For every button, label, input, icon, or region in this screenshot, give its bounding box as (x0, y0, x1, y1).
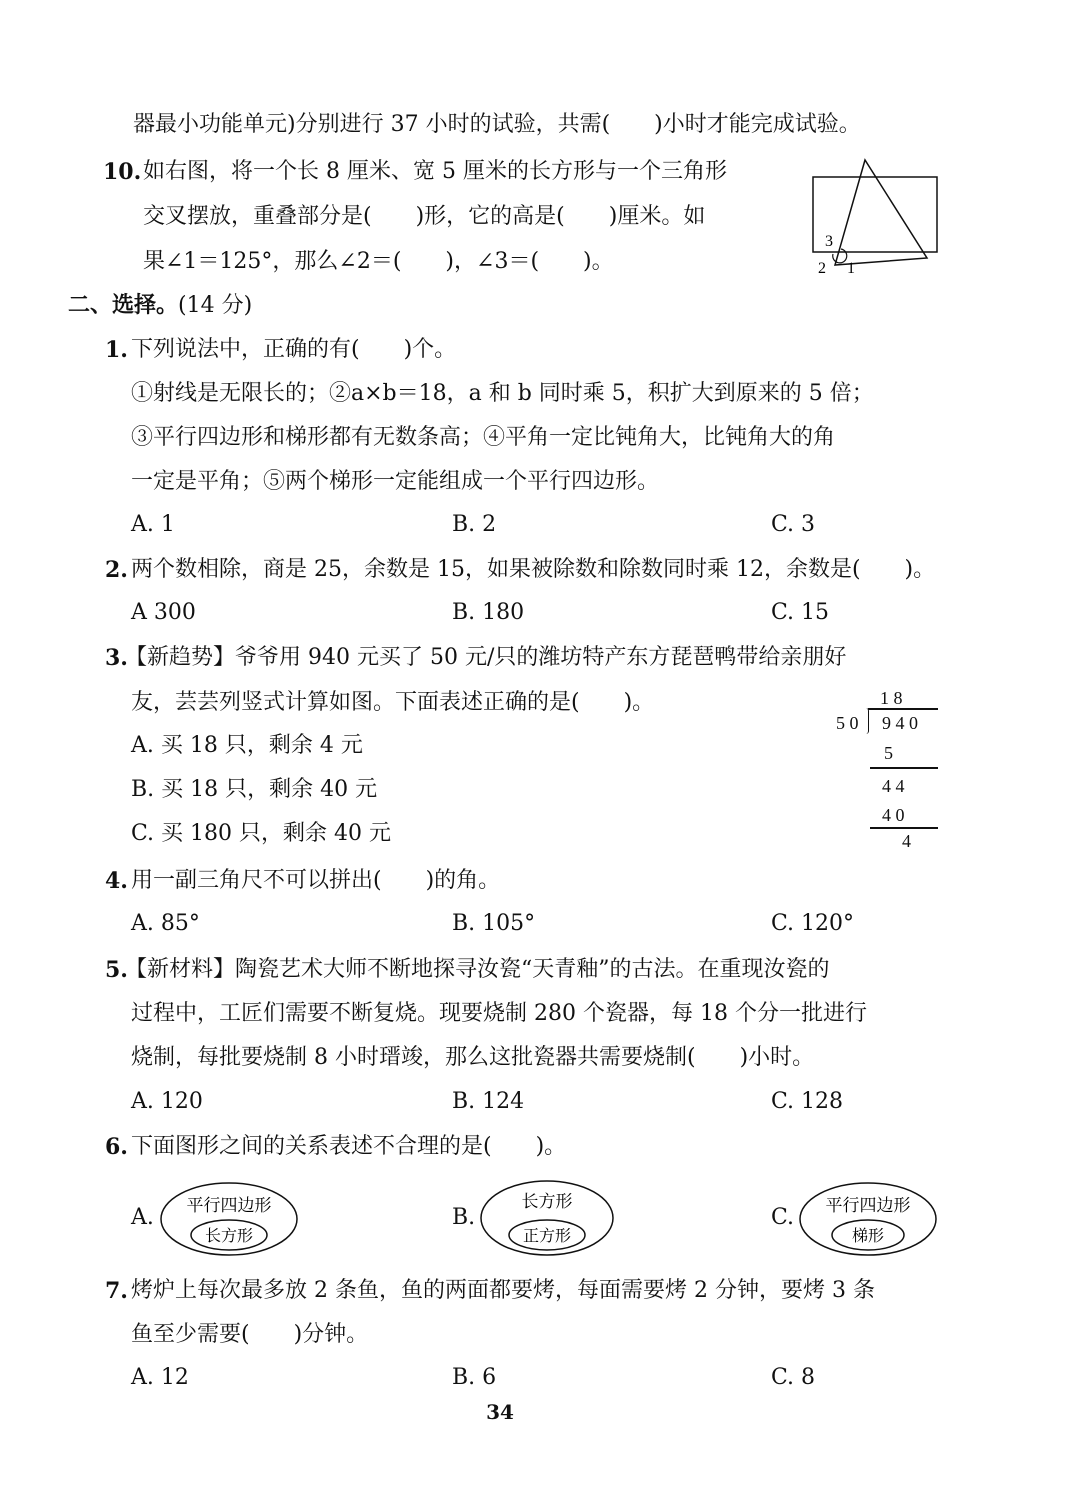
division-step-1: 5 (884, 743, 893, 763)
q5-option-b[interactable]: B. 124 (452, 1089, 525, 1114)
q7-option-a[interactable]: A. 12 (131, 1365, 189, 1390)
q4-option-c[interactable]: C. 120° (771, 911, 855, 936)
q6-number: 6. (105, 1134, 128, 1160)
q3-line-1: 爷爷用 940 元买了 50 元/只的潍坊特产东方琵琶鸭带给亲朋好 (235, 645, 847, 670)
inner-label: 梯形 (851, 1226, 885, 1245)
q4-stem: 用一副三角尺不可以拼出( )的角。 (131, 868, 501, 893)
q6-option-c-diagram[interactable] (797, 1180, 939, 1258)
q10-number: 10. (103, 159, 142, 185)
q3-option-a[interactable]: A. 买 18 只，剩余 4 元 (131, 733, 363, 758)
q7-number: 7. (105, 1278, 128, 1304)
q5-tag: 【新材料】 (125, 957, 236, 982)
outer-label: 平行四边形 (186, 1196, 272, 1216)
section-title (68, 290, 252, 321)
q1-line-2: ③平行四边形和梯形都有无数条高；④平角一定比钝角大，比钝角大的角 (131, 425, 836, 450)
figure-triangle (835, 160, 927, 265)
q6-option-a-letter[interactable]: A. (131, 1205, 154, 1230)
inner-label: 正方形 (522, 1226, 572, 1245)
outer-label: 平行四边形 (825, 1196, 911, 1216)
q1-option-c[interactable]: C. 3 (771, 512, 816, 537)
q6-option-a-diagram[interactable] (158, 1180, 300, 1258)
division-bracket (866, 708, 869, 734)
q10-line-3: 果∠1＝125°，那么∠2＝( )，∠3＝( )。 (143, 249, 614, 274)
q2-stem: 两个数相除，商是 25，余数是 15，如果被除数和除数同时乘 12，余数是( )。 (131, 557, 936, 582)
q3-number: 3. (105, 645, 128, 671)
q1-number: 1. (105, 337, 128, 363)
division-remainder: 4 (902, 831, 911, 851)
division-quotient: 1 8 (880, 688, 903, 708)
division-line-1 (870, 767, 938, 769)
q3-line-2: 友，芸芸列竖式计算如图。下面表述正确的是( )。 (131, 690, 655, 715)
angle-label-3: 3 (825, 233, 833, 250)
angle-label-2: 2 (818, 260, 826, 277)
q7-option-b[interactable]: B. 6 (452, 1365, 497, 1390)
section-score: (14 分) (178, 293, 253, 318)
q3-tag: 【新趋势】 (125, 645, 236, 670)
q1-option-b[interactable]: B. 2 (452, 512, 497, 537)
q5-line-2: 过程中，工匠们需要不断复烧。现要烧制 280 个瓷器，每 18 个分一批进行 (131, 1001, 867, 1026)
q6-option-b-diagram[interactable] (478, 1178, 616, 1258)
q6-stem: 下面图形之间的关系表述不合理的是( )。 (131, 1134, 567, 1159)
division-bar (868, 708, 938, 710)
q7-option-c[interactable]: C. 8 (771, 1365, 816, 1390)
q5-line-3: 烧制，每批要烧制 8 小时瑨竣，那么这批瓷器共需要烧制( )小时。 (131, 1045, 815, 1070)
q4-number: 4. (105, 868, 128, 894)
q2-option-b[interactable]: B. 180 (452, 600, 525, 625)
division-divisor: 5 0 (836, 713, 859, 733)
q10-figure (805, 155, 945, 280)
q7-line-1: 烤炉上每次最多放 2 条鱼，鱼的两面都要烤，每面需要烤 2 分钟，要烤 3 条 (131, 1278, 875, 1303)
q2-option-a[interactable]: A 300 (131, 600, 196, 625)
q2-number: 2. (105, 557, 128, 583)
q10-line-2: 交叉摆放，重叠部分是( )形，它的高是( )厘米。如 (143, 204, 706, 229)
section-title-text: 二、选择。 (68, 292, 179, 318)
q6-option-c-letter[interactable]: C. (771, 1205, 795, 1230)
page-number: 34 (486, 1400, 514, 1424)
q5-option-c[interactable]: C. 128 (771, 1089, 844, 1114)
q6-option-b-letter[interactable]: B. (452, 1205, 476, 1230)
q3-option-c[interactable]: C. 买 180 只，剩余 40 元 (131, 821, 391, 846)
division-line-2 (870, 827, 938, 829)
q5-number: 5. (105, 957, 128, 983)
q1-option-a[interactable]: A. 1 (131, 512, 175, 537)
q5-option-a[interactable]: A. 120 (131, 1089, 203, 1114)
q4-option-a[interactable]: A. 85° (131, 911, 200, 936)
q1-line-1: ①射线是无限长的；②a×b＝18，a 和 b 同时乘 5，积扩大到原来的 5 倍； (131, 381, 874, 406)
inner-label: 长方形 (204, 1226, 254, 1245)
q10-line-1: 如右图，将一个长 8 厘米、宽 5 厘米的长方形与一个三角形 (143, 159, 727, 184)
q4-option-b[interactable]: B. 105° (452, 911, 536, 936)
angle-label-1: 1 (847, 260, 855, 277)
division-step-2: 4 4 (882, 776, 905, 796)
long-division (830, 688, 950, 858)
q2-option-c[interactable]: C. 15 (771, 600, 830, 625)
q3-option-b[interactable]: B. 买 18 只，剩余 40 元 (131, 777, 378, 802)
outer-label: 长方形 (521, 1192, 573, 1212)
q5-line-1: 陶瓷艺术大师不断地探寻汝瓷“天青釉”的古法。在重现汝瓷的 (235, 957, 830, 982)
q1-line-3: 一定是平角；⑤两个梯形一定能组成一个平行四边形。 (131, 469, 660, 494)
q7-line-2: 鱼至少需要( )分钟。 (131, 1322, 369, 1347)
division-dividend: 9 4 0 (882, 713, 918, 733)
top-line: 器最小功能单元)分别进行 37 小时的试验，共需( )小时才能完成试验。 (133, 112, 861, 137)
division-step-3: 4 0 (882, 805, 905, 825)
q1-stem: 下列说法中，正确的有( )个。 (131, 337, 457, 362)
